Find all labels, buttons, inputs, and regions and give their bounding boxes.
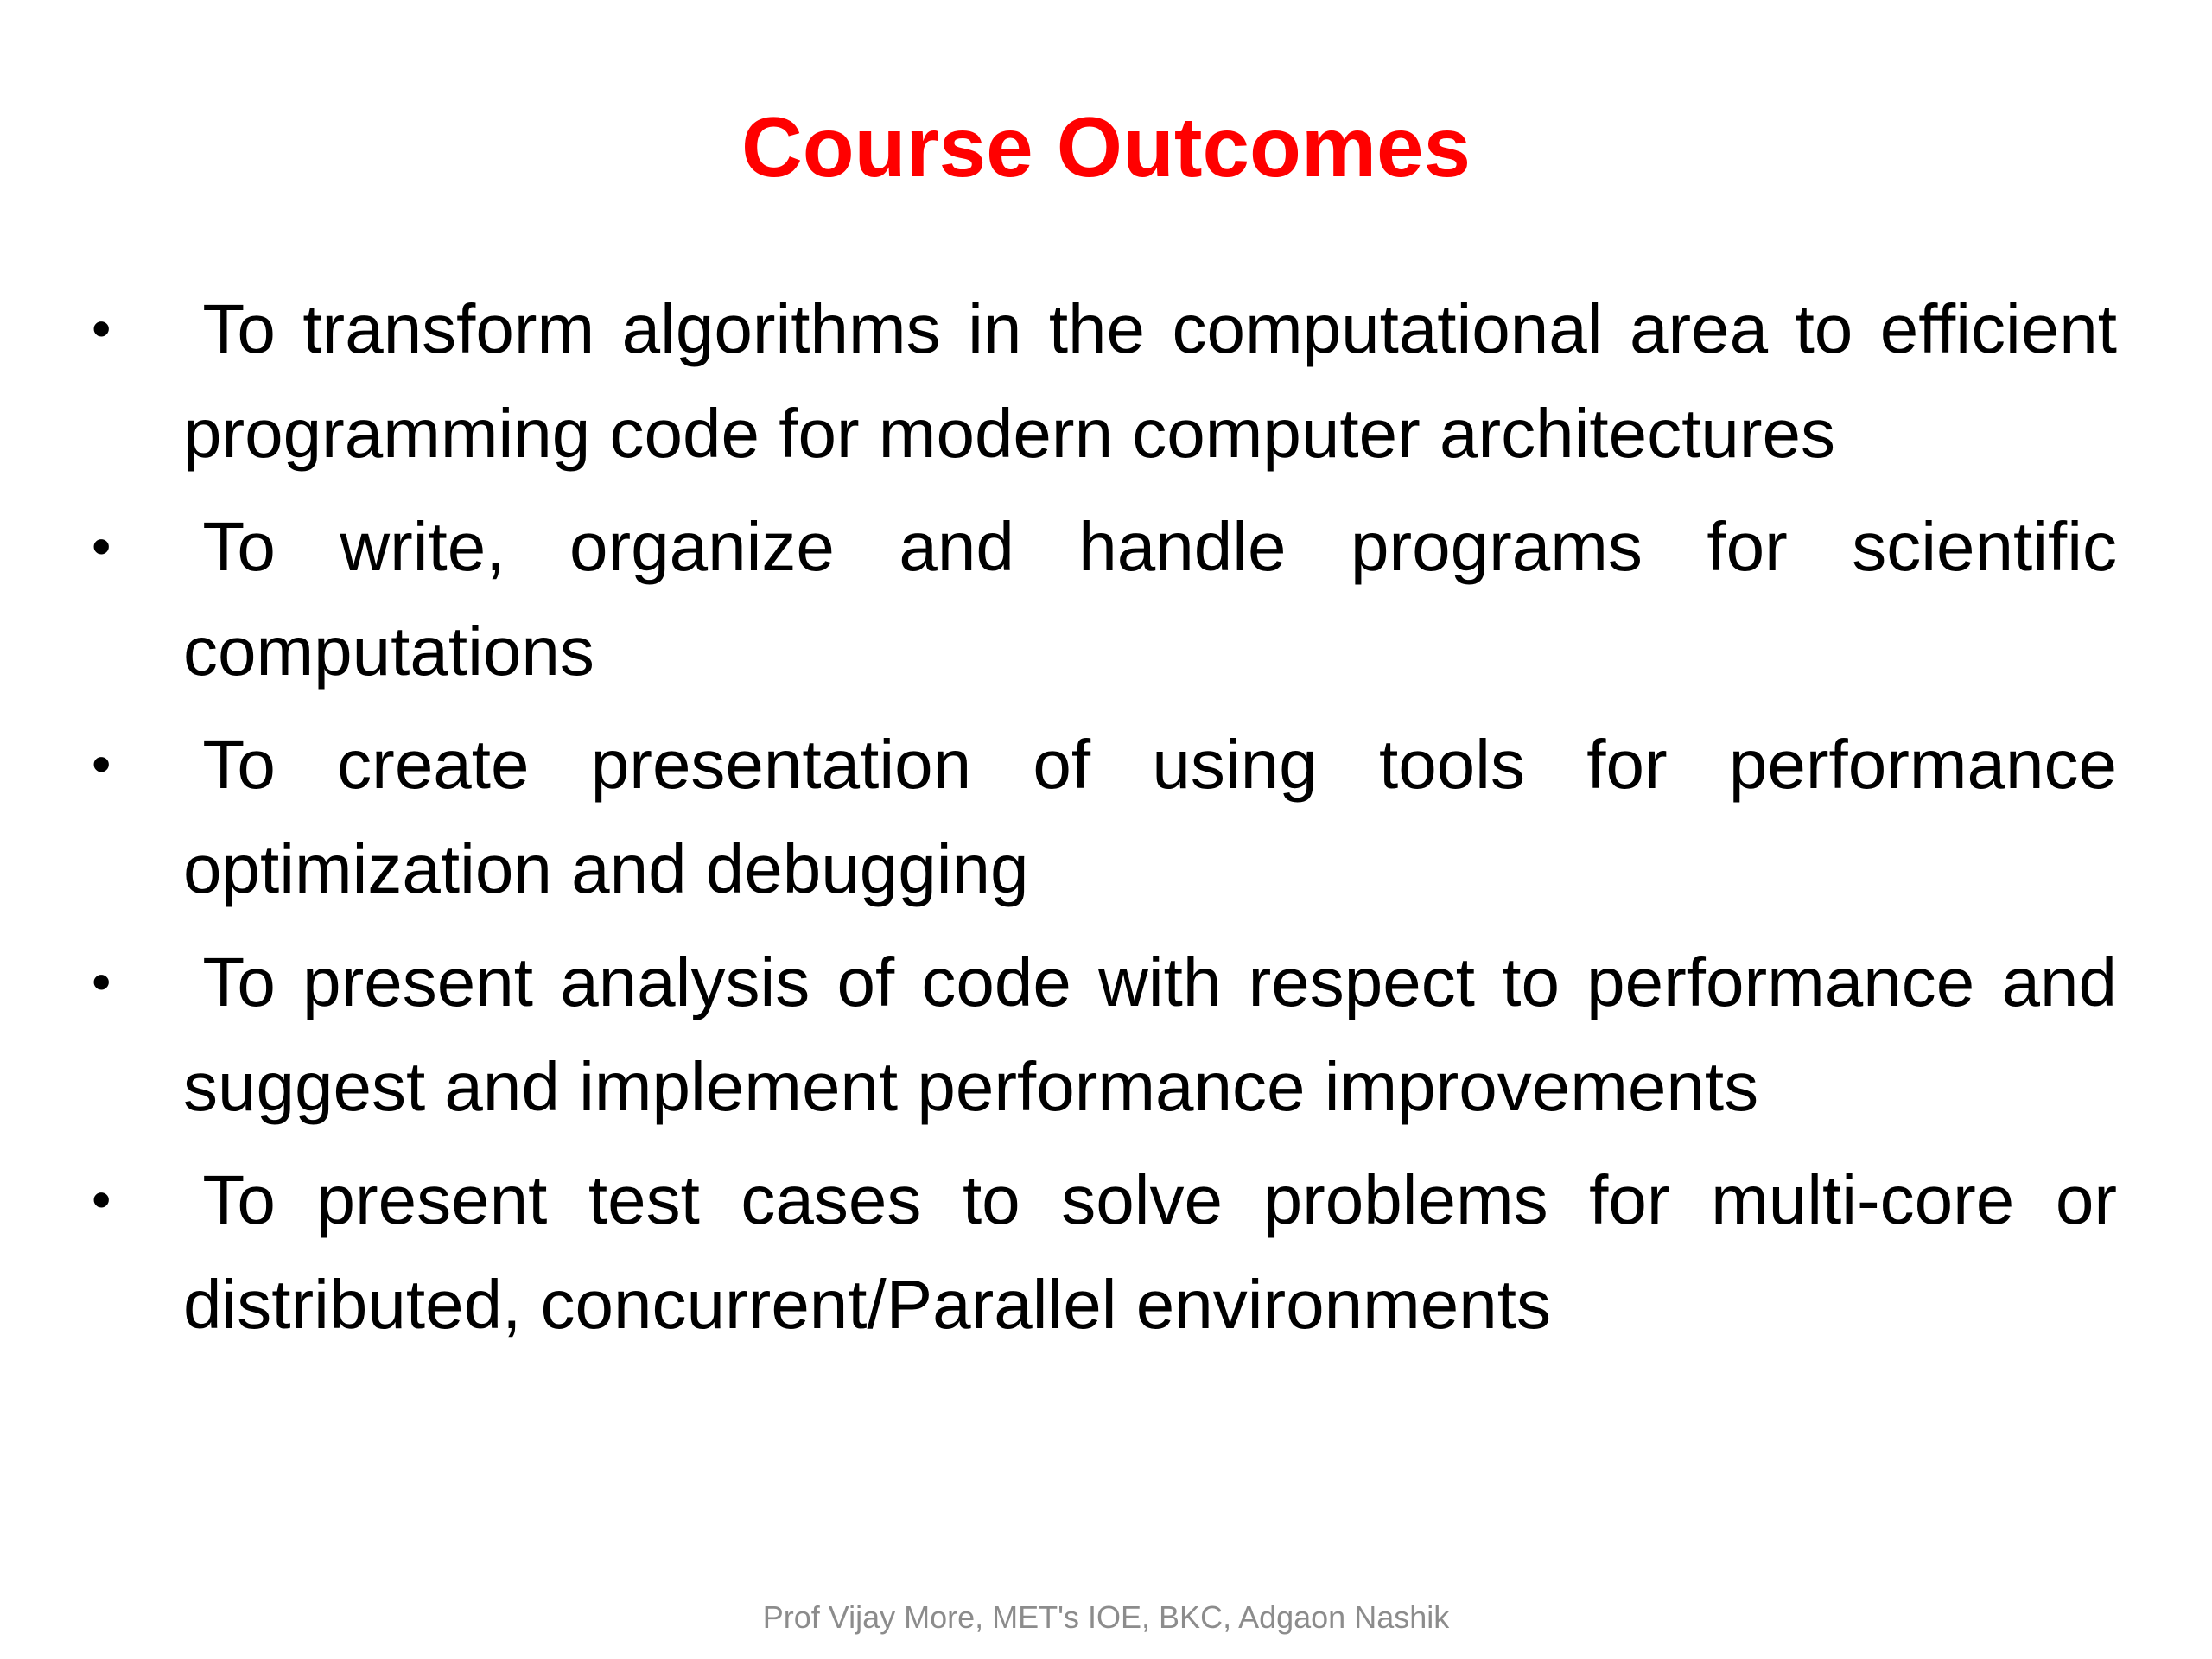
outcome-item bbox=[86, 494, 2117, 703]
outcome-text: To present analysis of code with respect to performance and suggest and implement performance improvements bbox=[183, 944, 2117, 1125]
bullet-icon: • bbox=[92, 950, 111, 1013]
outcome-text: To create presentation of using tools for performance optimization and debugging bbox=[183, 726, 2117, 907]
bullet-icon: • bbox=[92, 733, 111, 795]
outcome-text: To write, organize and handle programs for scientific computations bbox=[183, 508, 2117, 690]
outcome-item bbox=[86, 930, 2117, 1139]
slide-title: Course Outcomes bbox=[741, 99, 1471, 194]
bullet-icon: • bbox=[92, 1168, 111, 1230]
bullet-icon: • bbox=[92, 515, 111, 577]
outcome-item bbox=[86, 276, 2117, 486]
outcome-text: To present test cases to solve problems for multi-core or distributed, concurrent/Parallel environments bbox=[183, 1161, 2117, 1343]
outcome-text: To transform algorithms in the computational area to efficient programming code for modern computer architectures bbox=[183, 290, 2117, 472]
outcome-item bbox=[86, 1147, 2117, 1357]
slide-footer: Prof Vijay More, MET's IOE, BKC, Adgaon Nashik bbox=[762, 1599, 1450, 1635]
bullet-icon: • bbox=[92, 297, 111, 359]
outcome-item bbox=[86, 712, 2117, 921]
outcomes-list bbox=[86, 276, 2117, 1365]
